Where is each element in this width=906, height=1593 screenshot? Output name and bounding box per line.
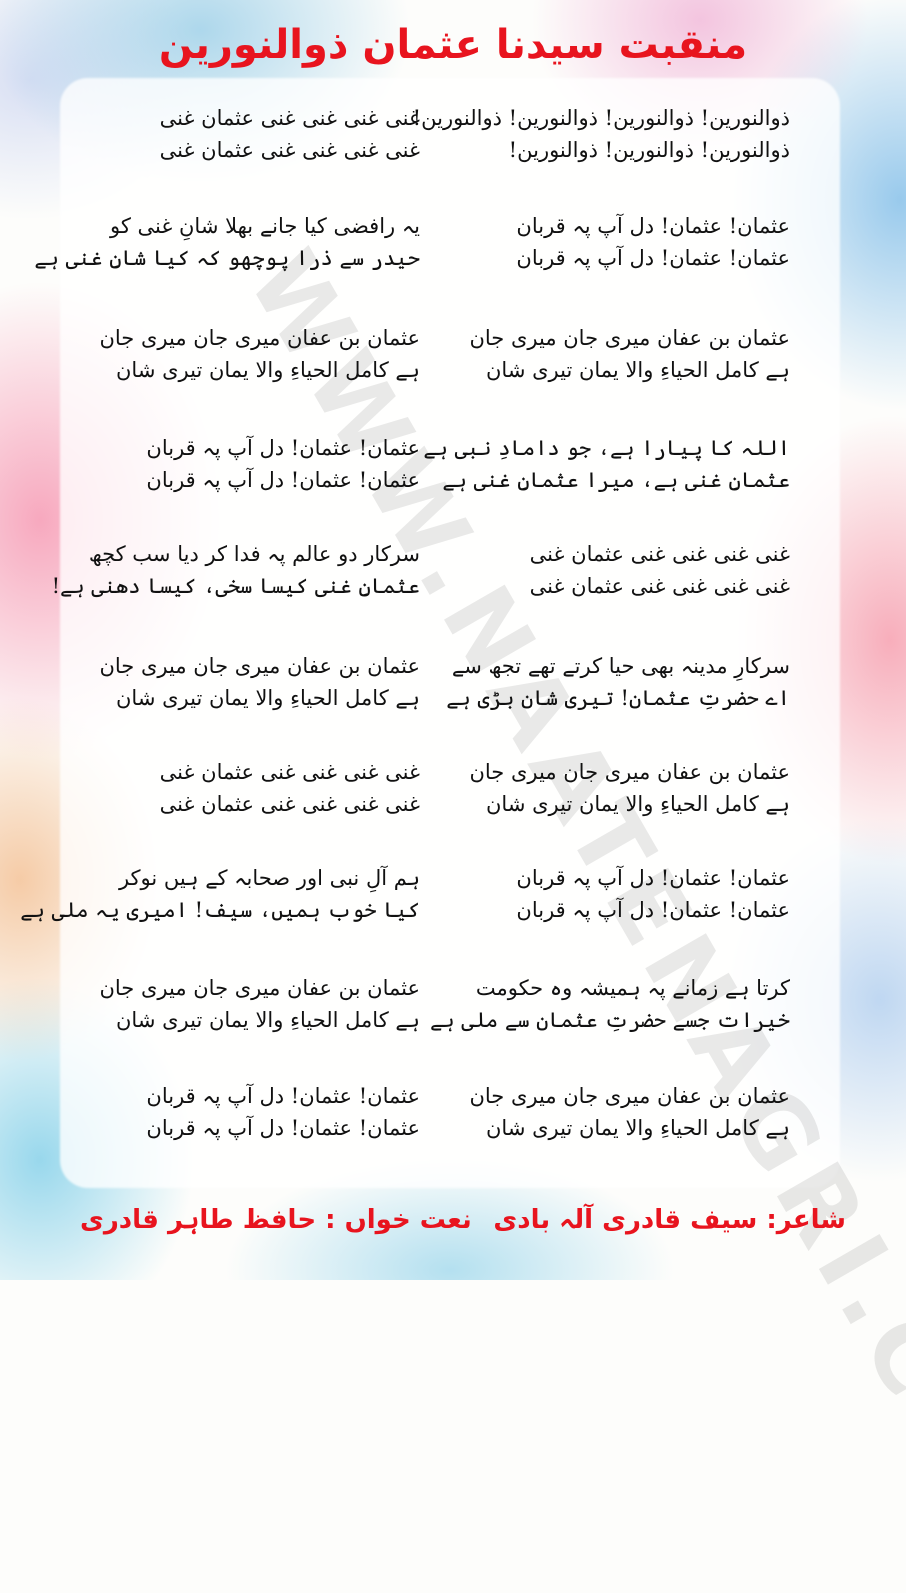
verse-line: خیرات جسے حضرتِ عثمان سے ملی ہے <box>430 1008 790 1032</box>
stanza-4 <box>34 210 420 274</box>
verse-line: ہے کامل الحیاءِ والا یمان تیری شان <box>486 792 790 816</box>
verse-line: کیا خوب ہمیں، سیف! امیری یہ ملی ہے <box>20 898 420 922</box>
stanza-6 <box>90 322 420 386</box>
stanza-17 <box>430 972 790 1036</box>
verse-line: ہے کامل الحیاءِ والا یمان تیری شان <box>116 358 420 382</box>
verse-line: عثمان بن عفان میری جان میری جان <box>99 326 420 350</box>
verse-line: غنی غنی غنی غنی عثمان غنی <box>159 106 420 130</box>
stanza-7 <box>423 432 790 496</box>
reciter-name: حافظ طاہر قادری <box>80 1205 317 1235</box>
stanza-16 <box>20 862 420 926</box>
verse-line: عثمان! عثمان! دل آپ پہ قربان <box>516 246 790 270</box>
reciter-credit <box>80 1205 472 1235</box>
verse-line: کرتا ہے زمانے پہ ہمیشہ وہ حکومت <box>475 976 790 1000</box>
verse-line: ہے کامل الحیاءِ والا یمان تیری شان <box>486 1116 790 1140</box>
verse-line: عثمان بن عفان میری جان میری جان <box>469 1084 790 1108</box>
verse-line: یہ رافضی کیا جانے بھلا شانِ غنی کو <box>109 214 420 238</box>
stanza-5 <box>460 322 790 386</box>
stanza-2 <box>90 102 420 166</box>
stanza-13 <box>460 756 790 820</box>
verse-line: عثمان! عثمان! دل آپ پہ قربان <box>516 898 790 922</box>
stanza-14 <box>90 756 420 820</box>
stanza-9 <box>460 538 790 602</box>
verse-line: عثمانِ غنی کیسا سخی، کیسا دھنی ہے! <box>51 574 420 598</box>
verse-line: عثمان! عثمان! دل آپ پہ قربان <box>516 214 790 238</box>
verse-line: ذوالنورین! ذوالنورین! ذوالنورین! <box>508 138 790 162</box>
poet-label: شاعر: <box>766 1205 846 1235</box>
verse-line: غنی غنی غنی غنی عثمان غنی <box>159 792 420 816</box>
stanza-15 <box>460 862 790 926</box>
stanza-1 <box>412 102 790 166</box>
verse-line: غنی غنی غنی غنی عثمان غنی <box>159 760 420 784</box>
verse-line: عثمان بن عفان میری جان میری جان <box>99 654 420 678</box>
verse-line: عثمان بن عفان میری جان میری جان <box>99 976 420 1000</box>
verse-line: حیدر سے ذرا پوچھو کہ کیا شانِ غنی ہے <box>34 246 420 270</box>
poet-name: سیف قادری آلہ بادی <box>493 1205 758 1235</box>
verse-line: اے حضرتِ عثمان! تیری شان بڑی ہے <box>446 686 790 710</box>
verse-line: ہے کامل الحیاءِ والا یمان تیری شان <box>116 1008 420 1032</box>
verse-line: عثمان! عثمان! دل آپ پہ قربان <box>146 468 420 492</box>
verse-line: اللہ کا پیارا ہے، جو دامادِ نبی ہے <box>423 436 790 460</box>
stanza-12 <box>90 650 420 714</box>
verse-line: عثمان! عثمان! دل آپ پہ قربان <box>146 1084 420 1108</box>
verse-line: غنی غنی غنی غنی عثمان غنی <box>529 542 790 566</box>
poet-credit <box>493 1205 846 1235</box>
reciter-label: نعت خواں : <box>325 1205 472 1235</box>
page-title: منقبت سیدنا عثمان ذوالنورین <box>158 22 748 68</box>
verse-line: عثمان! عثمان! دل آپ پہ قربان <box>146 1116 420 1140</box>
verse-line: ہے کامل الحیاءِ والا یمان تیری شان <box>486 358 790 382</box>
stanza-11 <box>446 650 790 714</box>
verse-line: غنی غنی غنی غنی عثمان غنی <box>159 138 420 162</box>
verse-line: عثمان بن عفان میری جان میری جان <box>469 326 790 350</box>
verse-line: ہے کامل الحیاءِ والا یمان تیری شان <box>116 686 420 710</box>
verse-line: سرکارِ مدینہ بھی حیا کرتے تھے تجھ سے <box>451 654 790 678</box>
verse-line: عثمان! عثمان! دل آپ پہ قربان <box>516 866 790 890</box>
verse-line: ذوالنورین! ذوالنورین! ذوالنورین! ذوالنورین! <box>412 106 790 130</box>
verse-line: عثمان بن عفان میری جان میری جان <box>469 760 790 784</box>
stanza-10 <box>51 538 420 602</box>
verse-line: عثمانِ غنی ہے، میرا عثمانِ غنی ہے <box>442 468 790 492</box>
verse-line: عثمان! عثمان! دل آپ پہ قربان <box>146 436 420 460</box>
stanza-3 <box>460 210 790 274</box>
stanza-18 <box>90 972 420 1036</box>
verse-line: ہم آلِ نبی اور صحابہ کے ہیں نوکر <box>118 866 420 890</box>
verse-line: سرکار دو عالم پہ فدا کر دیا سب کچھ <box>88 542 420 566</box>
verse-line: غنی غنی غنی غنی عثمان غنی <box>529 574 790 598</box>
stanza-20 <box>90 1080 420 1144</box>
stanza-19 <box>460 1080 790 1144</box>
stanza-8 <box>90 432 420 496</box>
